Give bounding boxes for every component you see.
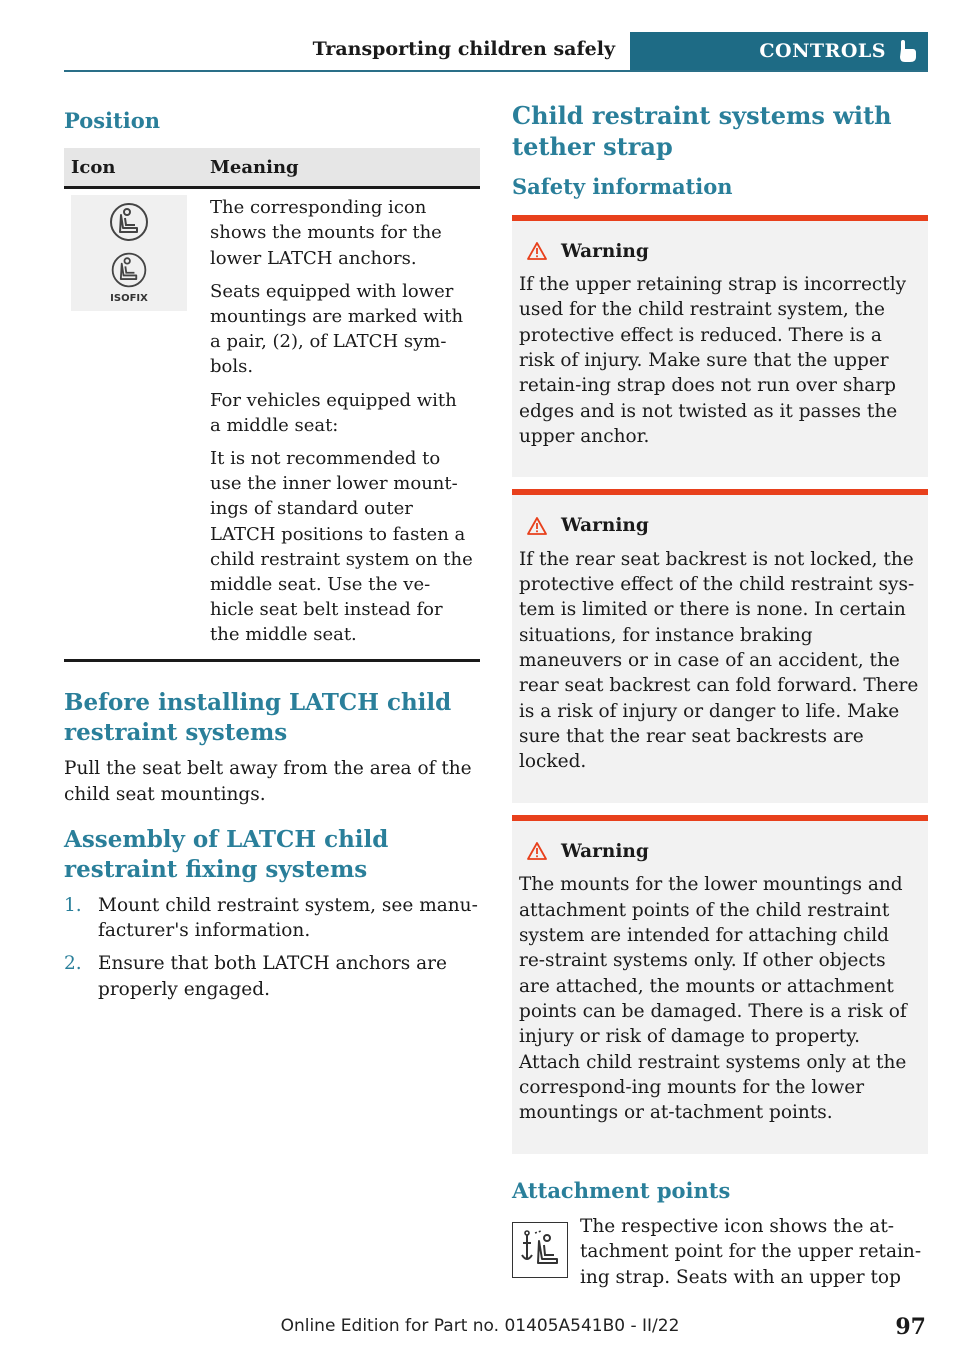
running-header-title: Transporting children safely xyxy=(312,38,615,60)
hand-pointer-icon xyxy=(898,39,918,63)
meaning-text: For vehicles equipped with a middle seat: xyxy=(210,389,457,436)
attachment-row xyxy=(512,1214,928,1290)
before-installing-heading: Before installing LATCH child restraint systems xyxy=(64,689,452,747)
table-header-icon: Icon xyxy=(64,148,203,188)
warning-triangle-icon xyxy=(527,242,547,260)
list-item xyxy=(64,893,480,944)
section-tab xyxy=(630,32,928,70)
step-text: Ensure that both LATCH anchors are properly engaged. xyxy=(98,953,447,1000)
isofix-label: ISOFIX xyxy=(110,293,148,305)
meaning-text: It is not recommended to use the inner lower mount-ings of standard outer LATCH positions to fasten a child restraint system on the middle seat. Use the ve-hicle seat belt instead for the middle seat. xyxy=(210,447,473,646)
assembly-heading: Assembly of LATCH child restraint fixing systems xyxy=(64,825,389,883)
page-number: 97 xyxy=(895,1314,926,1340)
tether-heading: Child restraint systems with tether strap xyxy=(512,101,892,162)
meaning-text: Seats equipped with lower mountings are marked with a pair, (2), of LATCH sym-bols. xyxy=(210,280,464,378)
attachment-heading: Attachment points xyxy=(512,1177,731,1203)
warning-triangle-icon xyxy=(527,842,547,860)
table-row xyxy=(64,188,480,661)
position-heading: Position xyxy=(64,108,160,133)
warning-title: Warning xyxy=(561,240,649,262)
assembly-steps xyxy=(64,893,480,1002)
child-seat-icon xyxy=(107,200,151,244)
section-tab-label: CONTROLS xyxy=(759,40,886,62)
warning-triangle-icon xyxy=(527,517,547,535)
warning-text: If the rear seat backrest is not locked, the protective effect of the child restraint sys-tem is limited or there is none. In certain situations, for instance braking maneuvers or in case of an accident, the rear seat backrest can fold forward. There is a risk of injury or danger to life. Make sure that the rear seat backrests are locked. xyxy=(519,548,919,773)
left-column xyxy=(64,100,480,1010)
warning-text: The mounts for the lower mountings and attachment points of the child restraint system are intended for attaching child re-straint systems only. If other objects are attached, the mounts or attachment points can be damaged. There is a risk of injury or risk of damage to property. Attach child restraint systems only at the correspond-ing mounts for the lower mountings or at-tachment points. xyxy=(519,874,907,1124)
warning-box xyxy=(512,215,928,478)
warning-box xyxy=(512,815,928,1154)
meaning-text: The corresponding icon shows the mounts for the lower LATCH anchors. xyxy=(210,197,442,269)
warning-title: Warning xyxy=(561,840,649,862)
tether-anchor-icon xyxy=(512,1222,568,1278)
step-text: Mount child restraint system, see manu-facturer's information. xyxy=(98,894,478,942)
warning-box xyxy=(512,489,928,802)
safety-heading: Safety information xyxy=(512,174,733,200)
position-table xyxy=(64,148,480,662)
list-item xyxy=(64,951,480,1002)
child-seat-icon xyxy=(109,250,149,290)
table-header-meaning: Meaning xyxy=(203,148,480,188)
attachment-text: The respective icon shows the at-tachment point for the upper retain-ing strap. Seats with an upper top xyxy=(580,1215,922,1288)
step-number: 1. xyxy=(64,894,82,916)
before-installing-text: Pull the seat belt away from the area of the child seat mountings. xyxy=(64,758,472,805)
warning-title: Warning xyxy=(561,515,649,537)
isofix-icon xyxy=(71,195,187,311)
step-number: 2. xyxy=(64,953,82,975)
right-column xyxy=(512,100,928,1290)
footer-edition: Online Edition for Part no. 01405A541B0 - II/22 xyxy=(280,1316,680,1336)
warning-text: If the upper retaining strap is incorrectly used for the child restraint system, the protective effect is reduced. There is a risk of injury. Make sure that the upper retain-ing strap does not run over sharp edges and is not twisted as it passes the upper anchor. xyxy=(519,273,907,448)
header-rule xyxy=(64,70,928,72)
